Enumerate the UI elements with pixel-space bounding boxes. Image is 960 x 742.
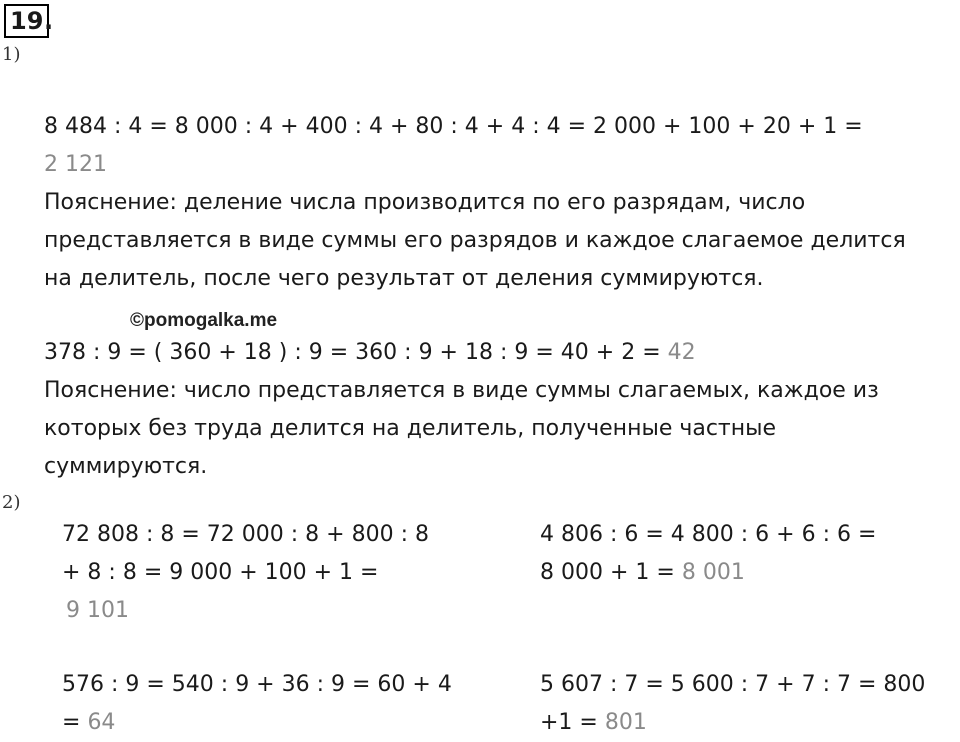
example-d-answer: 801 — [604, 710, 647, 735]
example-b-line-2-text: 8 000 + 1 = — [540, 560, 682, 585]
explanation-1-line-2: представляется в виде суммы его разрядов и каждое слагаемое делится — [44, 228, 906, 253]
explanation-2-line-2: которых без труда делится на делитель, полученные частные — [44, 416, 777, 441]
explanation-2-line-3: суммируются. — [44, 454, 208, 479]
explanation-2-line-1: Пояснение: число представляется в виде суммы слагаемых, каждое из — [44, 378, 879, 403]
watermark: ©pomogalka.me — [130, 310, 278, 331]
example-c-line-1: 576 : 9 = 540 : 9 + 36 : 9 = 60 + 4 — [62, 672, 452, 697]
example-a-line-2: + 8 : 8 = 9 000 + 100 + 1 = — [62, 560, 379, 585]
equation-1-answer: 2 121 — [44, 152, 107, 177]
equation-2 — [44, 334, 696, 372]
explanation-1-line-3: на делитель, после чего результат от деления суммируются. — [44, 266, 764, 291]
example-c-answer: 64 — [87, 710, 116, 735]
equation-2-main: 378 : 9 = ( 360 + 18 ) : 9 = 360 : 9 + 18 : 9 = 40 + 2 = — [44, 340, 668, 365]
example-a-line-1: 72 808 : 8 = 72 000 : 8 + 800 : 8 — [62, 522, 429, 547]
example-a-answer: 9 101 — [66, 598, 129, 623]
part2-label: 2) — [2, 492, 21, 513]
example-c-line-2-text: = — [62, 710, 88, 735]
example-b-answer: 8 001 — [681, 560, 745, 585]
part1-label: 1) — [2, 44, 21, 65]
equation-1: 8 484 : 4 = 8 000 : 4 + 400 : 4 + 80 : 4 + 4 : 4 = 2 000 + 100 + 20 + 1 = — [44, 114, 863, 139]
example-d-line-2 — [540, 704, 647, 742]
explanation-1-line-1: Пояснение: деление числа производится по его разрядам, число — [44, 190, 806, 215]
equation-2-answer: 42 — [667, 340, 696, 365]
example-b-line-2 — [540, 554, 745, 592]
example-b-line-1: 4 806 : 6 = 4 800 : 6 + 6 : 6 = — [540, 522, 877, 547]
exercise-number: 19 — [4, 4, 49, 38]
example-d-line-2-text: +1 = — [540, 710, 605, 735]
exercise-number-dot: . — [44, 7, 54, 35]
example-d-line-1: 5 607 : 7 = 5 600 : 7 + 7 : 7 = 800 — [540, 672, 926, 697]
example-c-line-2 — [62, 704, 115, 742]
